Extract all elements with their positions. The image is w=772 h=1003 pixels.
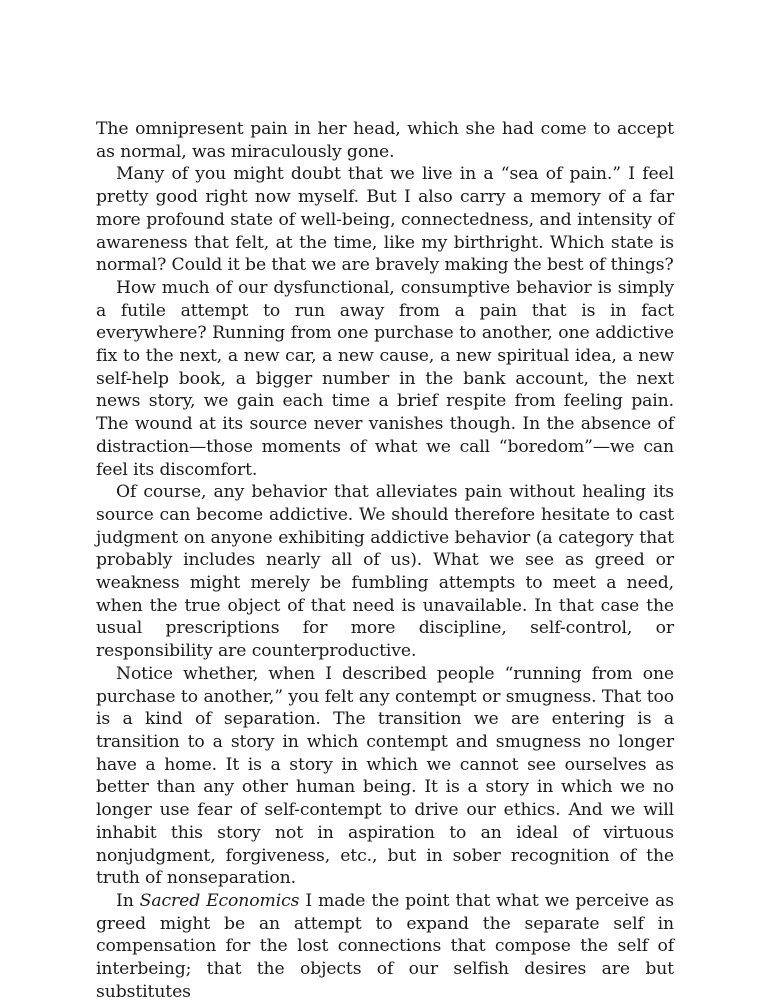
paragraph-6-lead: In [116, 890, 140, 911]
paragraph-1: The omnipresent pain in her head, which she had come to accept as normal, was miraculously gone. [96, 119, 674, 162]
paragraph-2: Many of you might doubt that we live in a “sea of pain.” I feel pretty good right now myself. But I also carry a memory of a far more profound state of well-being, connectedness, and intensity of awareness that felt, at the time, like my birthright. Which state is normal? Could it be that we are bravely making the best of things? [96, 164, 674, 276]
paragraph-6-body: I made the point that what we perceive as greed might be an attempt to expand the separate self in compensation for the lost connections that compose the self of interbeing; that the objects of our selfish desires are but substitutes [96, 890, 674, 1002]
paragraph-4: Of course, any behavior that alleviates pain without healing its source can become addictive. We should therefore hesitate to cast judgment on anyone exhibiting addictive behavior (a category that probably includes nearly all of us). What we see as greed or weakness might merely be fumbling attempts to meet a need, when the true object of that need is unavailable. In that case the usual prescriptions for more discipline, self-control, or responsibility are counterproductive. [96, 482, 674, 662]
book-title-italic: Sacred Economics [139, 890, 300, 911]
paragraph-6 [96, 890, 674, 1003]
paragraph-5: Notice whether, when I described people “running from one purchase to another,” you felt any contempt or smugness. That too is a kind of separation. The transition we are entering is a transition to a story in which contempt and smugness no longer have a home. It is a story in which we cannot see ourselves as better than any other human being. It is a story in which we no longer use fear of self-contempt to drive our ethics. And we will inhabit this story not in aspiration to an ideal of virtuous nonjudgment, forgiveness, etc., but in sober recognition of the truth of nonseparation. [96, 663, 674, 889]
paragraph-3: How much of our dysfunctional, consumptive behavior is simply a futile attempt to run away from a pain that is in fact everywhere? Running from one purchase to another, one addictive fix to the next, a new car, a new cause, a new spiritual idea, a new self-help book, a bigger number in the bank account, the next news story, we gain each time a brief respite from feeling pain. The wound at its source never vanishes though. In the absence of distraction—those moments of what we call “boredom”—we can feel its discomfort. [96, 277, 674, 480]
book-page [96, 118, 674, 1003]
